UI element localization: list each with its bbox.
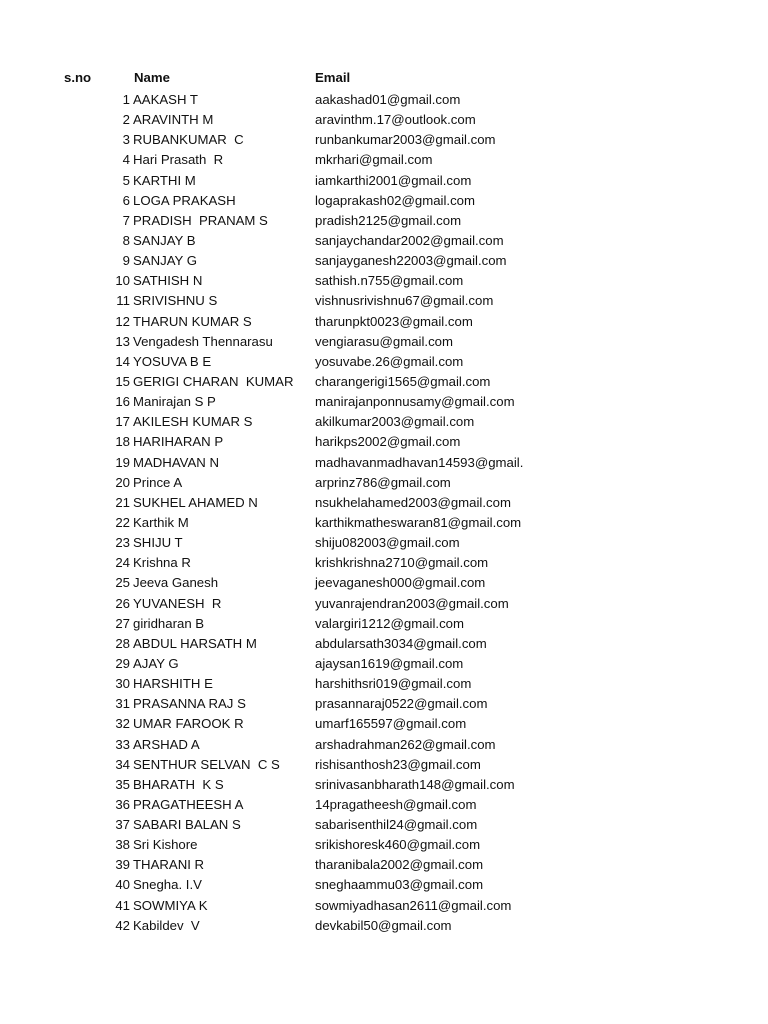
row-sno: 9	[122, 253, 130, 269]
row-name: HARIHARAN P	[133, 434, 224, 450]
row-name: Snegha. I.V	[133, 877, 202, 893]
row-sno: 33	[115, 736, 130, 752]
row-email: srikishoresk460@gmail.com	[315, 837, 481, 853]
row-email: sabarisenthil24@gmail.com	[315, 817, 478, 833]
row-sno: 25	[115, 575, 130, 591]
row-sno: 39	[115, 857, 130, 873]
table-row	[0, 352, 768, 372]
row-sno: 6	[122, 192, 130, 208]
row-email: shiju082003@gmail.com	[315, 535, 460, 551]
table-row	[0, 130, 768, 150]
row-sno: 4	[122, 152, 130, 168]
table-row	[0, 453, 768, 473]
row-sno: 29	[115, 655, 130, 671]
row-email: nsukhelahamed2003@gmail.com	[315, 494, 511, 510]
table-row	[0, 875, 768, 895]
row-sno: 22	[115, 514, 130, 530]
row-name: SOWMIYA K	[133, 897, 208, 913]
table-row	[0, 251, 768, 271]
table-row	[0, 755, 768, 775]
row-sno: 27	[115, 615, 130, 631]
table-row	[0, 412, 768, 432]
row-sno: 28	[115, 635, 130, 651]
header-sno: s.no	[64, 70, 92, 85]
row-name: UMAR FAROOK R	[133, 716, 244, 732]
table-row	[0, 654, 768, 674]
table-row	[0, 312, 768, 332]
row-sno: 2	[122, 112, 130, 128]
row-email: umarf165597@gmail.com	[315, 716, 467, 732]
row-name: HARSHITH E	[133, 676, 213, 692]
table-row	[0, 291, 768, 311]
row-email: manirajanponnusamy@gmail.com	[315, 394, 515, 410]
row-name: Kabildev V	[133, 917, 200, 933]
row-name: ARAVINTH M	[133, 112, 214, 128]
table-row	[0, 473, 768, 493]
table-row	[0, 392, 768, 412]
table-row	[0, 553, 768, 573]
row-name: SABARI BALAN S	[133, 817, 241, 833]
row-name: RUBANKUMAR C	[133, 132, 244, 148]
row-sno: 32	[115, 716, 130, 732]
row-sno: 11	[116, 293, 130, 309]
row-name: Prince A	[133, 474, 183, 490]
row-sno: 30	[115, 676, 130, 692]
row-email: yuvanrajendran2003@gmail.com	[315, 595, 509, 611]
row-name: PRASANNA RAJ S	[133, 696, 246, 712]
row-name: SENTHUR SELVAN C S	[133, 756, 280, 772]
table-row	[0, 271, 768, 291]
table-row	[0, 90, 768, 110]
table-row	[0, 493, 768, 513]
row-name: Manirajan S P	[133, 394, 216, 410]
row-sno: 5	[122, 172, 130, 188]
row-sno: 16	[115, 394, 130, 410]
row-sno: 15	[115, 373, 130, 389]
row-name: ARSHAD A	[133, 736, 200, 752]
header-email: Email	[315, 70, 351, 85]
row-email: aakashad01@gmail.com	[315, 92, 461, 107]
row-name: YOSUVA B E	[133, 353, 212, 369]
table-row	[0, 432, 768, 452]
row-sno: 26	[115, 595, 130, 611]
row-sno: 3	[122, 132, 130, 148]
row-name: Hari Prasath R	[133, 152, 224, 168]
row-name: MADHAVAN N	[133, 454, 219, 470]
row-sno: 42	[115, 917, 130, 933]
row-email: mkrhari@gmail.com	[315, 152, 433, 168]
table-row	[0, 110, 768, 130]
row-email: vishnusrivishnu67@gmail.com	[315, 293, 494, 309]
row-email: karthikmatheswaran81@gmail.com	[315, 514, 522, 530]
table-row	[0, 231, 768, 251]
row-name: PRAGATHEESH A	[133, 796, 244, 812]
row-name: PRADISH PRANAM S	[133, 212, 268, 228]
row-email: devkabil50@gmail.com	[315, 917, 452, 933]
row-email: akilkumar2003@gmail.com	[315, 414, 475, 430]
row-sno: 7	[122, 212, 130, 228]
row-email: madhavanmadhavan14593@gmail.	[315, 454, 524, 470]
row-email: krishkrishna2710@gmail.com	[315, 555, 489, 571]
row-email: valargiri1212@gmail.com	[315, 615, 464, 631]
table-row	[0, 634, 768, 654]
row-sno: 31	[115, 696, 130, 712]
row-name: GERIGI CHARAN KUMAR	[133, 373, 294, 389]
row-name: SHIJU T	[133, 535, 183, 551]
row-sno: 18	[115, 434, 130, 450]
table-row	[0, 916, 768, 936]
row-email: charangerigi1565@gmail.com	[315, 373, 491, 389]
row-name: BHARATH K S	[133, 776, 224, 792]
row-sno: 38	[115, 837, 130, 853]
row-name: Jeeva Ganesh	[133, 575, 219, 591]
row-name: Vengadesh Thennarasu	[133, 333, 273, 349]
table-row	[0, 513, 768, 533]
row-name: KARTHI M	[133, 172, 196, 188]
row-email: yosuvabe.26@gmail.com	[315, 353, 464, 369]
row-email: sanjayganesh22003@gmail.com	[315, 253, 507, 269]
row-email: iamkarthi2001@gmail.com	[315, 172, 472, 188]
table-row	[0, 855, 768, 875]
table-row	[0, 211, 768, 231]
row-sno: 1	[122, 92, 130, 107]
row-email: sathish.n755@gmail.com	[315, 273, 464, 289]
row-sno: 24	[115, 555, 130, 571]
row-name: giridharan B	[133, 615, 205, 631]
table-row	[0, 714, 768, 734]
row-email: logaprakash02@gmail.com	[315, 192, 475, 208]
row-email: sowmiyadhasan2611@gmail.com	[315, 897, 512, 913]
table-row	[0, 533, 768, 553]
row-email: prasannaraj0522@gmail.com	[315, 696, 488, 712]
table-body	[0, 90, 768, 936]
table-row	[0, 815, 768, 835]
row-name: YUVANESH R	[133, 595, 222, 611]
table-row	[0, 674, 768, 694]
row-sno: 41	[115, 897, 130, 913]
row-name: AAKASH T	[133, 92, 198, 107]
row-sno: 14	[115, 353, 130, 369]
row-email: tharunpkt0023@gmail.com	[315, 313, 473, 329]
row-email: harikps2002@gmail.com	[315, 434, 461, 450]
table-row	[0, 896, 768, 916]
row-name: Sri Kishore	[133, 837, 198, 853]
table-row	[0, 775, 768, 795]
row-email: arprinz786@gmail.com	[315, 474, 451, 490]
table-row	[0, 573, 768, 593]
table-row	[0, 694, 768, 714]
row-sno: 17	[115, 414, 130, 430]
row-email: ajaysan1619@gmail.com	[315, 655, 464, 671]
row-email: arshadrahman262@gmail.com	[315, 736, 496, 752]
table-row	[0, 594, 768, 614]
row-name: AJAY G	[133, 655, 179, 671]
row-email: 14pragatheesh@gmail.com	[315, 796, 477, 812]
row-email: jeevaganesh000@gmail.com	[315, 575, 486, 591]
row-sno: 34	[115, 756, 130, 772]
row-email: tharanibala2002@gmail.com	[315, 857, 484, 873]
row-sno: 8	[122, 232, 130, 248]
row-email: runbankumar2003@gmail.com	[315, 132, 496, 148]
row-email: harshithsri019@gmail.com	[315, 676, 472, 692]
row-sno: 40	[115, 877, 130, 893]
row-email: sanjaychandar2002@gmail.com	[315, 232, 504, 248]
row-email: abdularsath3034@gmail.com	[315, 635, 487, 651]
row-name: SRIVISHNU S	[133, 293, 218, 309]
row-sno: 23	[115, 535, 130, 551]
row-name: ABDUL HARSATH M	[133, 635, 257, 651]
row-email: aravinthm.17@outlook.com	[315, 112, 476, 128]
row-name: SANJAY G	[133, 253, 198, 269]
row-sno: 10	[115, 273, 130, 289]
row-name: AKILESH KUMAR S	[133, 414, 253, 430]
row-name: SUKHEL AHAMED N	[133, 494, 258, 510]
row-email: pradish2125@gmail.com	[315, 212, 462, 228]
table-header	[0, 70, 768, 88]
row-sno: 13	[115, 333, 130, 349]
row-email: sneghaammu03@gmail.com	[315, 877, 484, 893]
row-email: rishisanthosh23@gmail.com	[315, 756, 481, 772]
row-sno: 20	[115, 474, 130, 490]
table-row	[0, 614, 768, 634]
table-row	[0, 372, 768, 392]
row-sno: 36	[115, 796, 130, 812]
row-sno: 37	[115, 817, 130, 833]
row-name: SANJAY B	[133, 232, 196, 248]
row-name: Krishna R	[133, 555, 191, 571]
row-sno: 12	[115, 313, 130, 329]
row-email: srinivasanbharath148@gmail.com	[315, 776, 515, 792]
table-row	[0, 150, 768, 170]
table-row	[0, 332, 768, 352]
row-sno: 35	[115, 776, 130, 792]
row-name: SATHISH N	[133, 273, 203, 289]
row-email: vengiarasu@gmail.com	[315, 333, 453, 349]
row-name: THARUN KUMAR S	[133, 313, 252, 329]
row-name: LOGA PRAKASH	[133, 192, 236, 208]
table-row	[0, 795, 768, 815]
table-row	[0, 191, 768, 211]
table-row	[0, 735, 768, 755]
table-row	[0, 835, 768, 855]
row-name: THARANI R	[133, 857, 205, 873]
header-name: Name	[134, 70, 170, 85]
row-sno: 21	[115, 494, 130, 510]
row-name: Karthik M	[133, 514, 189, 530]
row-sno: 19	[115, 454, 130, 470]
table-row	[0, 171, 768, 191]
